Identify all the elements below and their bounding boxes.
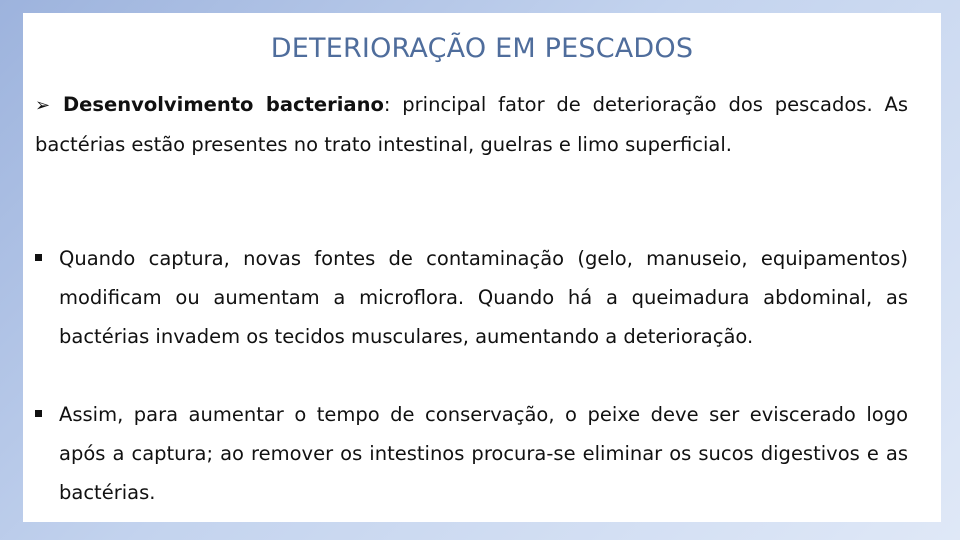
slide — [23, 13, 941, 522]
bullet-item-2 — [35, 395, 908, 512]
bullet-text-2: Assim, para aumentar o tempo de conservação, o peixe deve ser eviscerado logo após a captura; ao remover os intestinos procura-se eliminar os sucos digestivos e as bactérias. — [59, 403, 908, 504]
square-bullet-icon — [35, 410, 42, 417]
bullet-item-1 — [35, 239, 908, 356]
bullet-text-1: Quando captura, novas fontes de contaminação (gelo, manuseio, equipamentos) modificam ou aumentam a microflora. Quando há a queimadura abdominal, as bactérias invadem os tecidos musculares, aumentando a deterioração. — [59, 247, 908, 348]
arrow-bullet-icon: ➢ — [35, 95, 51, 116]
square-bullet-icon — [35, 254, 42, 261]
intro-text: : principal fator de deterioração dos pescados. As bactérias estão presentes no trato intestinal, guelras e limo superficial. — [35, 93, 908, 156]
intro-bold-term: Desenvolvimento bacteriano — [63, 93, 384, 116]
intro-paragraph — [35, 85, 908, 164]
slide-title: DETERIORAÇÃO EM PESCADOS — [270, 33, 694, 64]
